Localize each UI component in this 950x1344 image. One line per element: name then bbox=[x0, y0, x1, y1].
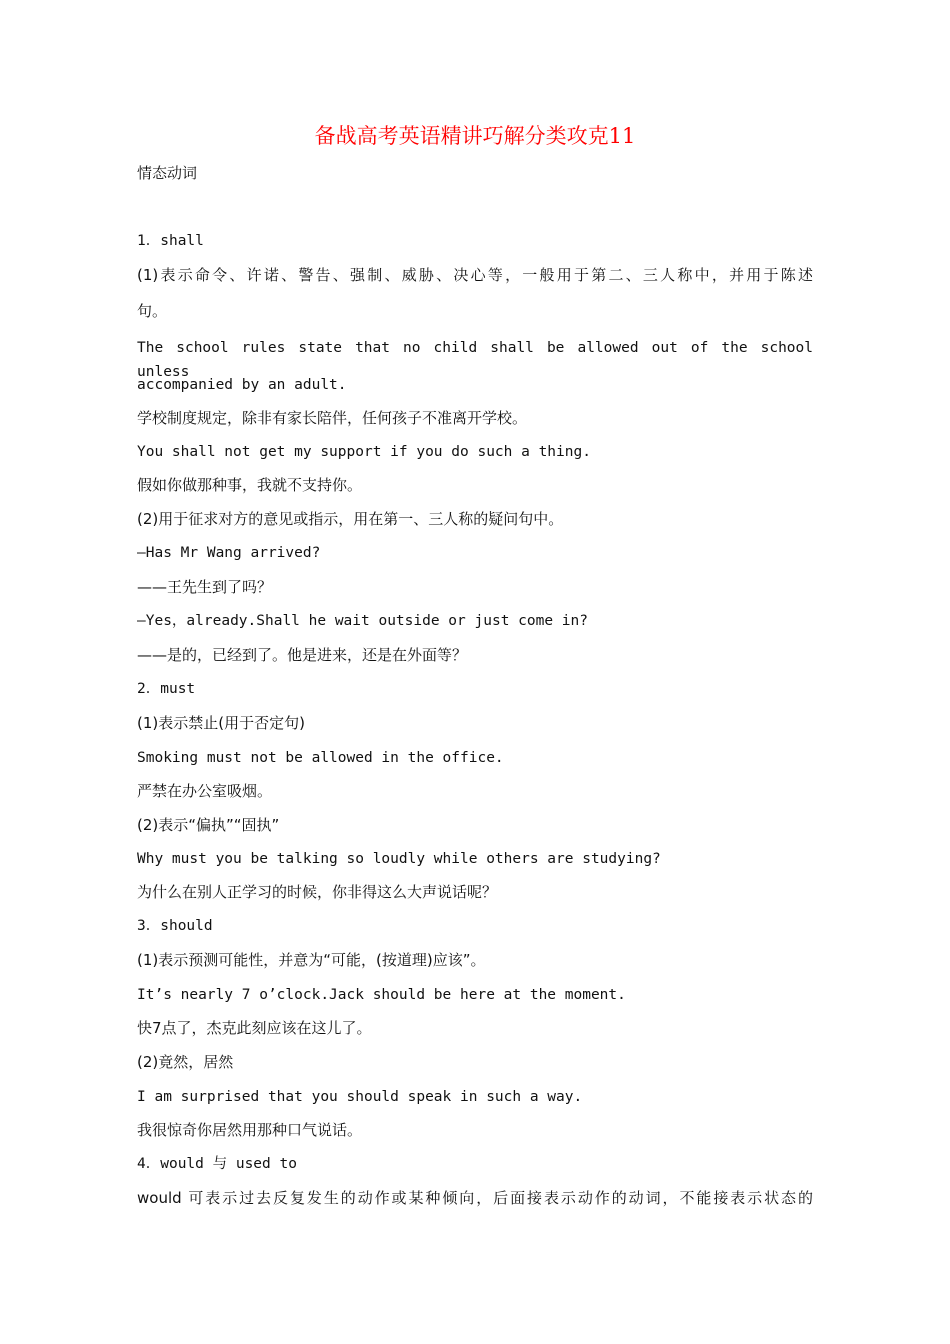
text-line: (2)竟然，居然 bbox=[137, 1053, 234, 1071]
text-line: 3．should bbox=[137, 918, 213, 934]
text-line: —Has Mr Wang arrived? bbox=[137, 545, 321, 561]
text-line: 为什么在别人正学习的时候，你非得这么大声说话呢？ bbox=[137, 883, 498, 901]
text-line: 2．must bbox=[137, 681, 196, 697]
text-line: (2)用于征求对方的意见或指示，用在第一、三人称的疑问句中。 bbox=[137, 510, 564, 528]
text-line: You shall not get my support if you do such a thing. bbox=[137, 444, 591, 460]
text-line: 1．shall bbox=[137, 233, 204, 249]
text-line: 句。 bbox=[137, 302, 168, 320]
text-line: ——是的，已经到了。他是进来，还是在外面等？ bbox=[137, 646, 468, 664]
text-line: (1)表示命令、许诺、警告、强制、威胁、决心等，一般用于第二、三人称中，并用于陈述 bbox=[137, 266, 813, 284]
text-line: 4．would 与 used to bbox=[137, 1156, 297, 1172]
text-line: 假如你做那种事，我就不支持你。 bbox=[137, 476, 363, 494]
text-line: 快7点了，杰克此刻应该在这儿了。 bbox=[137, 1019, 372, 1037]
text-line: (1)表示预测可能性，并意为“可能，(按道理)应该”。 bbox=[137, 951, 486, 969]
section-heading: 情态动词 bbox=[137, 164, 198, 182]
text-line: Why must you be talking so loudly while others are studying? bbox=[137, 851, 661, 867]
text-line: 学校制度规定，除非有家长陪伴，任何孩子不准离开学校。 bbox=[137, 409, 528, 427]
text-line: ——王先生到了吗？ bbox=[137, 578, 273, 596]
text-line: It’s nearly 7 o’clock.Jack should be here at the moment. bbox=[137, 987, 626, 1003]
text-line: (2)表示“偏执”“固执” bbox=[137, 816, 280, 834]
text-line: would 可表示过去反复发生的动作或某种倾向，后面接表示动作的动词，不能接表示状态的 bbox=[137, 1189, 813, 1207]
document-title: 备战高考英语精讲巧解分类攻克11 bbox=[314, 124, 636, 148]
text-line: accompanied by an adult. bbox=[137, 377, 347, 393]
text-line: The school rules state that no child shall be allowed out of the school unless bbox=[137, 340, 813, 380]
text-line: 严禁在办公室吸烟。 bbox=[137, 782, 273, 800]
text-line: (1)表示禁止(用于否定句) bbox=[137, 714, 305, 732]
text-line: —Yes，already.Shall he wait outside or just come in? bbox=[137, 613, 588, 629]
text-line: 我很惊奇你居然用那种口气说话。 bbox=[137, 1121, 363, 1139]
text-line: I am surprised that you should speak in such a way. bbox=[137, 1089, 583, 1105]
text-line: Smoking must not be allowed in the office. bbox=[137, 750, 504, 766]
